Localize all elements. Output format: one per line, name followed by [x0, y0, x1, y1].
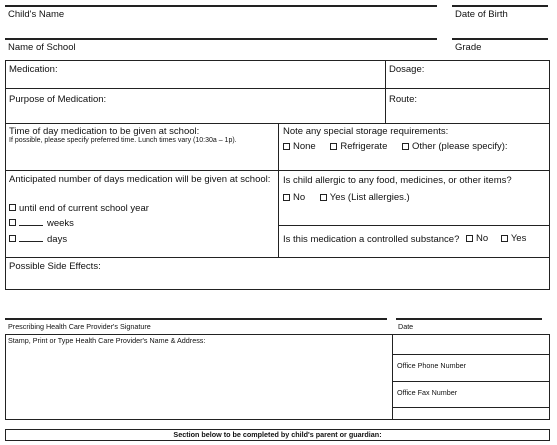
row-divider-5 [5, 257, 550, 258]
parent-section-note: Section below to be completed by child's parent or guardian: [173, 430, 382, 439]
time-of-day-label: Time of day medication to be given at school: [9, 126, 200, 137]
controlled-substance-row [283, 233, 526, 245]
time-of-day-note: If possible, please specify preferred time. Lunch times vary (10:30a – 1p). [9, 137, 237, 144]
phone-top-divider [392, 354, 550, 355]
provider-name-address-label: Stamp, Print or Type Health Care Provider's Name & Address: [8, 336, 206, 345]
side-effects-label: Possible Side Effects: [9, 261, 101, 272]
storage-none-option[interactable]: None [283, 141, 316, 152]
col-divider-dosage [385, 60, 386, 123]
days-option-weeks[interactable]: weeks [9, 218, 74, 229]
checkbox-icon[interactable] [466, 235, 473, 242]
date-of-birth-label: Date of Birth [455, 9, 508, 20]
medication-label: Medication: [9, 64, 58, 75]
allergy-no-option[interactable]: No [283, 192, 305, 203]
col-divider-middle [278, 123, 279, 257]
checkbox-icon[interactable] [320, 194, 327, 201]
signature-label: Prescribing Health Care Provider's Signature [8, 322, 151, 331]
storage-refrigerate-option[interactable]: Refrigerate [330, 141, 387, 152]
checkbox-icon[interactable] [9, 204, 16, 211]
fax-bottom-divider [392, 407, 550, 408]
checkbox-icon[interactable] [9, 235, 16, 242]
storage-other-option[interactable]: Other (please specify): [402, 141, 508, 152]
dob-line [452, 5, 548, 7]
school-name-line [5, 38, 437, 40]
checkbox-icon[interactable] [283, 194, 290, 201]
days-blank[interactable] [19, 234, 43, 242]
checkbox-icon[interactable] [330, 143, 337, 150]
row-divider-1 [5, 88, 550, 89]
allergy-label: Is child allergic to any food, medicines, or other items? [283, 175, 512, 186]
storage-label: Note any special storage requirements: [283, 126, 449, 137]
school-name-label: Name of School [8, 42, 76, 53]
purpose-label: Purpose of Medication: [9, 94, 107, 105]
route-label: Route: [389, 94, 417, 105]
row-divider-4 [278, 225, 550, 226]
phone-bottom-divider [392, 381, 550, 382]
controlled-label: Is this medication a controlled substance? [283, 234, 460, 245]
checkbox-icon[interactable] [501, 235, 508, 242]
checkbox-icon[interactable] [283, 143, 290, 150]
days-option-school-year[interactable]: until end of current school year [9, 203, 149, 214]
grade-label: Grade [455, 42, 482, 53]
storage-options [283, 141, 520, 153]
date-line [396, 318, 542, 320]
days-option-days[interactable]: days [9, 234, 67, 245]
checkbox-icon[interactable] [9, 219, 16, 226]
allergy-yes-option[interactable]: Yes (List allergies.) [320, 192, 410, 203]
weeks-blank[interactable] [19, 218, 43, 226]
office-phone-label: Office Phone Number [397, 361, 466, 370]
checkbox-icon[interactable] [402, 143, 409, 150]
controlled-yes-option[interactable]: Yes [501, 233, 527, 244]
controlled-no-option[interactable]: No [466, 233, 488, 244]
allergy-options [283, 192, 422, 204]
dosage-label: Dosage: [389, 64, 425, 75]
signature-line [5, 318, 387, 320]
child-name-line [5, 5, 437, 7]
child-name-label: Child's Name [8, 9, 65, 20]
grade-line [452, 38, 548, 40]
days-label: Anticipated number of days medication will be given at school: [9, 174, 271, 185]
date-label: Date [398, 322, 414, 331]
office-fax-label: Office Fax Number [397, 388, 458, 397]
